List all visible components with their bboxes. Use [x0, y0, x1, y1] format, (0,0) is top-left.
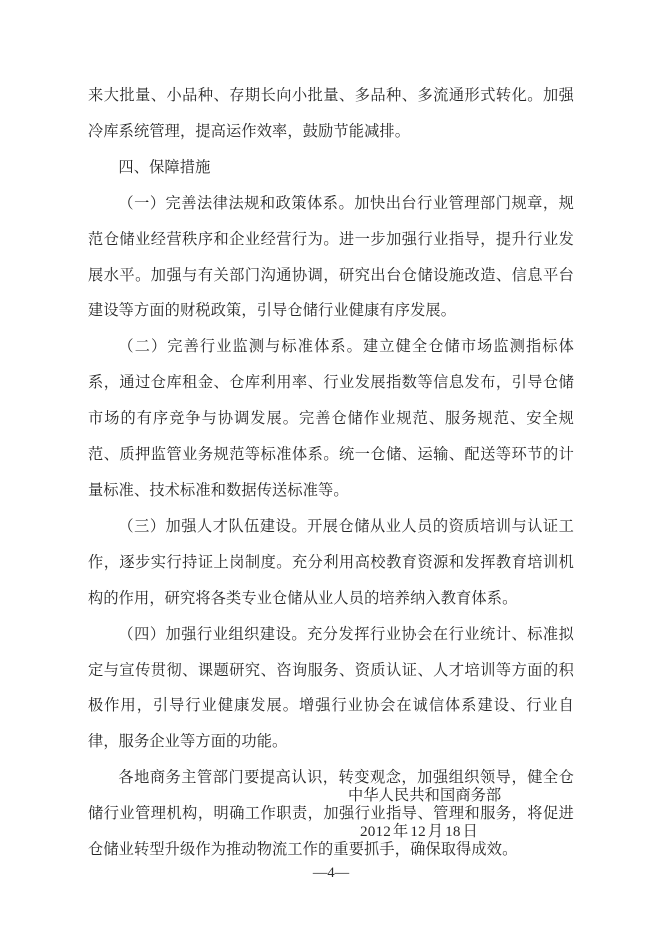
issue-date-day: 18 — [445, 822, 461, 840]
paragraph-continued: 来大批量、小品种、存期长向小批量、多品种、多流通形式转化。加强冷库系统管理，提高运作效率，鼓励节能减排。 — [88, 86, 574, 140]
page-footer — [0, 862, 662, 882]
issue-date-year: 2012 — [360, 822, 391, 840]
paragraph-item-two: （二）完善行业监测与标准体系。建立健全仓储市场监测指标体系，通过仓库租金、仓库利用率、行业发展指数等信息发布，引导仓储市场的有序竞争与协调发展。完善仓储作业规范、服务规范、安全规范、质押监管业务规范等标准体系。统一仓储、运输、配送等环节的计量标准、技术标准和数据传送标准等。 — [88, 337, 574, 499]
document-body — [88, 78, 574, 868]
section-heading-four: 四、保障措施 — [118, 157, 211, 176]
issuing-authority: 中华人民共和国商务部 — [348, 786, 502, 804]
paragraph-item-four: （四）加强行业组织建设。充分发挥行业协会在行业统计、标准拟定与宣传贯彻、课题研究、咨询服务、资质认证、人才培训等方面的积极作用，引导行业健康发展。增强行业协会在诚信体系建设、行业自律，服务企业等方面的功能。 — [88, 624, 574, 751]
issue-date-year-unit: 年 — [392, 821, 409, 840]
paragraph-item-one: （一）完善法律法规和政策体系。加快出台行业管理部门规章，规范仓储业经营秩序和企业经营行为。进一步加强行业指导，提升行业发展水平。加强与有关部门沟通协调，研究出台仓储设施改造、信息平台建设等方面的财税政策，引导仓储行业健康有序发展。 — [88, 193, 574, 320]
paragraph-closing: 各地商务主管部门要提高认识，转变观念，加强组织领导，健全仓储行业管理机构，明确工作职责，加强行业指导、管理和服务，将促进仓储业转型升级作为推动物流工作的重要抓手，确保取得成效。 — [88, 768, 574, 859]
paragraph-item-three: （三）加强人才队伍建设。开展仓储从业人员的资质培训与认证工作，逐步实行持证上岗制度。充分利用高校教育资源和发挥教育培训机构的作用，研究将各类专业仓储从业人员的培养纳入教育体系。 — [88, 516, 574, 607]
issue-date-day-unit: 日 — [462, 821, 479, 840]
issue-date — [88, 814, 574, 850]
page-number: —4— — [312, 865, 350, 881]
issue-date-month-unit: 月 — [427, 821, 444, 840]
signature-block — [88, 778, 574, 850]
issue-date-month: 12 — [410, 822, 426, 840]
